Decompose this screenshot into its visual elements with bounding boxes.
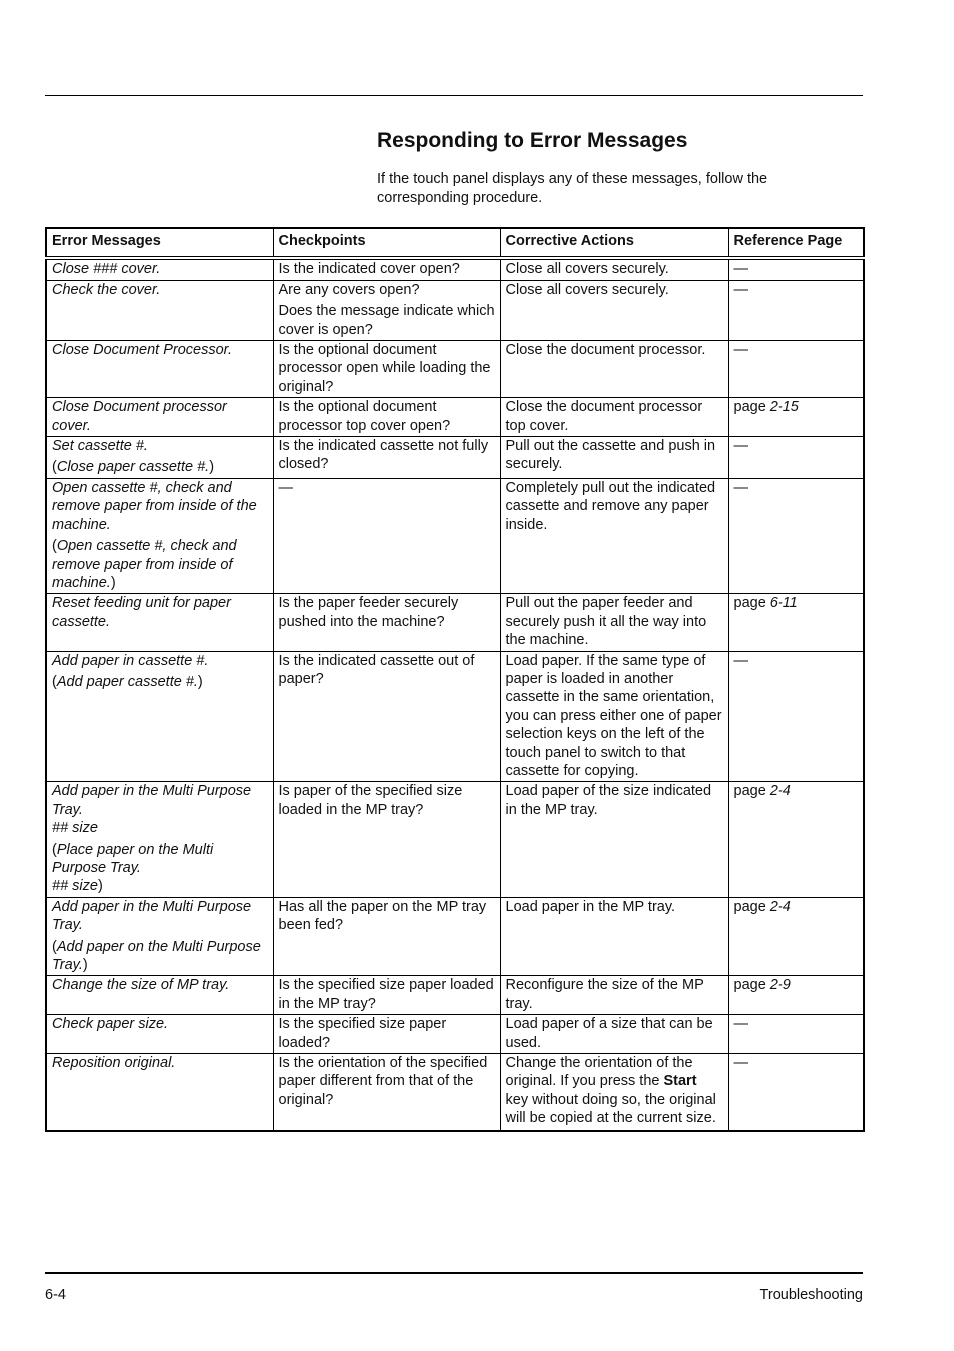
header-reference-page: Reference Page xyxy=(728,228,864,258)
table-row xyxy=(46,398,864,437)
corrective-action-cell: Load paper of the size indicated in the MP tray. xyxy=(500,782,728,897)
error-message-cell: Close Document Processor. xyxy=(46,341,273,398)
checkpoint-cell: Is the optional document processor top cover open? xyxy=(273,398,500,437)
checkpoint-cell: Is the specified size paper loaded? xyxy=(273,1015,500,1054)
reference-page-cell: — xyxy=(728,1015,864,1054)
table-row xyxy=(46,478,864,593)
error-message-cell: Add paper in the Multi Purpose Tray. ## size (Place paper on the Multi Purpose Tray. ## size) xyxy=(46,782,273,897)
table-header-row xyxy=(46,228,864,258)
error-message-cell: Reset feeding unit for paper cassette. xyxy=(46,594,273,651)
table-row xyxy=(46,594,864,651)
header-rule xyxy=(45,95,863,96)
checkpoint-cell: Has all the paper on the MP tray been fed? xyxy=(273,897,500,976)
table-row xyxy=(46,1015,864,1054)
reference-page-cell: page 6-11 xyxy=(728,594,864,651)
checkpoint-cell: Is the orientation of the specified paper different from that of the original? xyxy=(273,1054,500,1131)
checkpoint-cell: Is the optional document processor open while loading the original? xyxy=(273,341,500,398)
checkpoint-cell: Is paper of the specified size loaded in the MP tray? xyxy=(273,782,500,897)
corrective-action-cell: Close the document processor. xyxy=(500,341,728,398)
reference-page-cell: — xyxy=(728,341,864,398)
corrective-action-cell: Pull out the paper feeder and securely push it all the way into the machine. xyxy=(500,594,728,651)
error-message-cell: Close ### cover. xyxy=(46,258,273,280)
checkpoint-cell: Are any covers open? Does the message indicate which cover is open? xyxy=(273,280,500,340)
corrective-action-cell: Pull out the cassette and push in securely. xyxy=(500,437,728,479)
table-row xyxy=(46,782,864,897)
checkpoint-cell: Is the indicated cassette out of paper? xyxy=(273,651,500,782)
table-row xyxy=(46,651,864,782)
error-message-cell: Reposition original. xyxy=(46,1054,273,1131)
corrective-action-cell: Load paper in the MP tray. xyxy=(500,897,728,976)
corrective-action-cell: Close the document processor top cover. xyxy=(500,398,728,437)
table-row xyxy=(46,897,864,976)
footer-rule xyxy=(45,1272,863,1274)
reference-page-cell: — xyxy=(728,651,864,782)
reference-page-cell: — xyxy=(733,1055,748,1072)
table-row xyxy=(46,1054,864,1131)
reference-page-cell: page 2-15 xyxy=(728,398,864,437)
header-corrective-actions: Corrective Actions xyxy=(500,228,728,258)
reference-page-cell: — xyxy=(728,437,864,479)
error-message-cell: Add paper in cassette #. (Add paper cassette #.) xyxy=(46,651,273,782)
header-checkpoints: Checkpoints xyxy=(273,228,500,258)
page-title: Responding to Error Messages xyxy=(377,129,688,152)
checkpoint-cell: Is the paper feeder securely pushed into the machine? xyxy=(273,594,500,651)
table-body xyxy=(46,258,864,1130)
intro-text: If the touch panel displays any of these messages, follow the corresponding procedure. xyxy=(377,171,768,206)
table-row xyxy=(46,976,864,1015)
reference-page-cell: page 2-4 xyxy=(728,897,864,976)
reference-page-cell: — xyxy=(728,280,864,340)
corrective-action-cell: Load paper of a size that can be used. xyxy=(500,1015,728,1054)
reference-page-cell: — xyxy=(728,258,864,280)
section-name: Troubleshooting xyxy=(759,1287,863,1303)
corrective-action-cell: Change the orientation of the original. If you press the Start key without doing so, the original will be copied at the current size. xyxy=(500,1054,728,1131)
header-error-messages: Error Messages xyxy=(46,228,273,258)
error-messages-table xyxy=(45,227,865,1132)
error-message-cell: Change the size of MP tray. xyxy=(46,976,273,1015)
corrective-action-cell: Reconfigure the size of the MP tray. xyxy=(500,976,728,1015)
corrective-action-cell: Close all covers securely. xyxy=(500,280,728,340)
error-message-cell: Add paper in the Multi Purpose Tray. (Add paper on the Multi Purpose Tray.) xyxy=(46,897,273,976)
error-message-cell: Check the cover. xyxy=(46,280,273,340)
checkpoint-cell: — xyxy=(273,478,500,593)
error-message-cell: Open cassette #, check and remove paper from inside of the machine. (Open cassette #, check and remove paper from inside of machine.) xyxy=(46,478,273,593)
table-row xyxy=(46,280,864,340)
corrective-action-cell: Close all covers securely. xyxy=(500,258,728,280)
page-number: 6-4 xyxy=(45,1287,66,1303)
table-row xyxy=(46,258,864,280)
checkpoint-cell: Is the indicated cover open? xyxy=(273,258,500,280)
reference-page-cell: page 2-4 xyxy=(728,782,864,897)
reference-page-cell: — xyxy=(728,478,864,593)
table-row xyxy=(46,437,864,479)
corrective-action-cell: Load paper. If the same type of paper is loaded in another cassette in the same orientation, you can press either one of paper selection keys on the left of the touch panel to switch to that cassette for copying. xyxy=(500,651,728,782)
error-message-cell: Close Document processor cover. xyxy=(46,398,273,437)
checkpoint-cell: Is the indicated cassette not fully closed? xyxy=(273,437,500,479)
corrective-action-cell: Completely pull out the indicated cassette and remove any paper inside. xyxy=(500,478,728,593)
reference-page-cell: page 2-9 xyxy=(728,976,864,1015)
error-message-cell: Check paper size. xyxy=(46,1015,273,1054)
table-row xyxy=(46,341,864,398)
checkpoint-cell: Is the specified size paper loaded in the MP tray? xyxy=(273,976,500,1015)
error-message-cell: Set cassette #. (Close paper cassette #.) xyxy=(46,437,273,479)
